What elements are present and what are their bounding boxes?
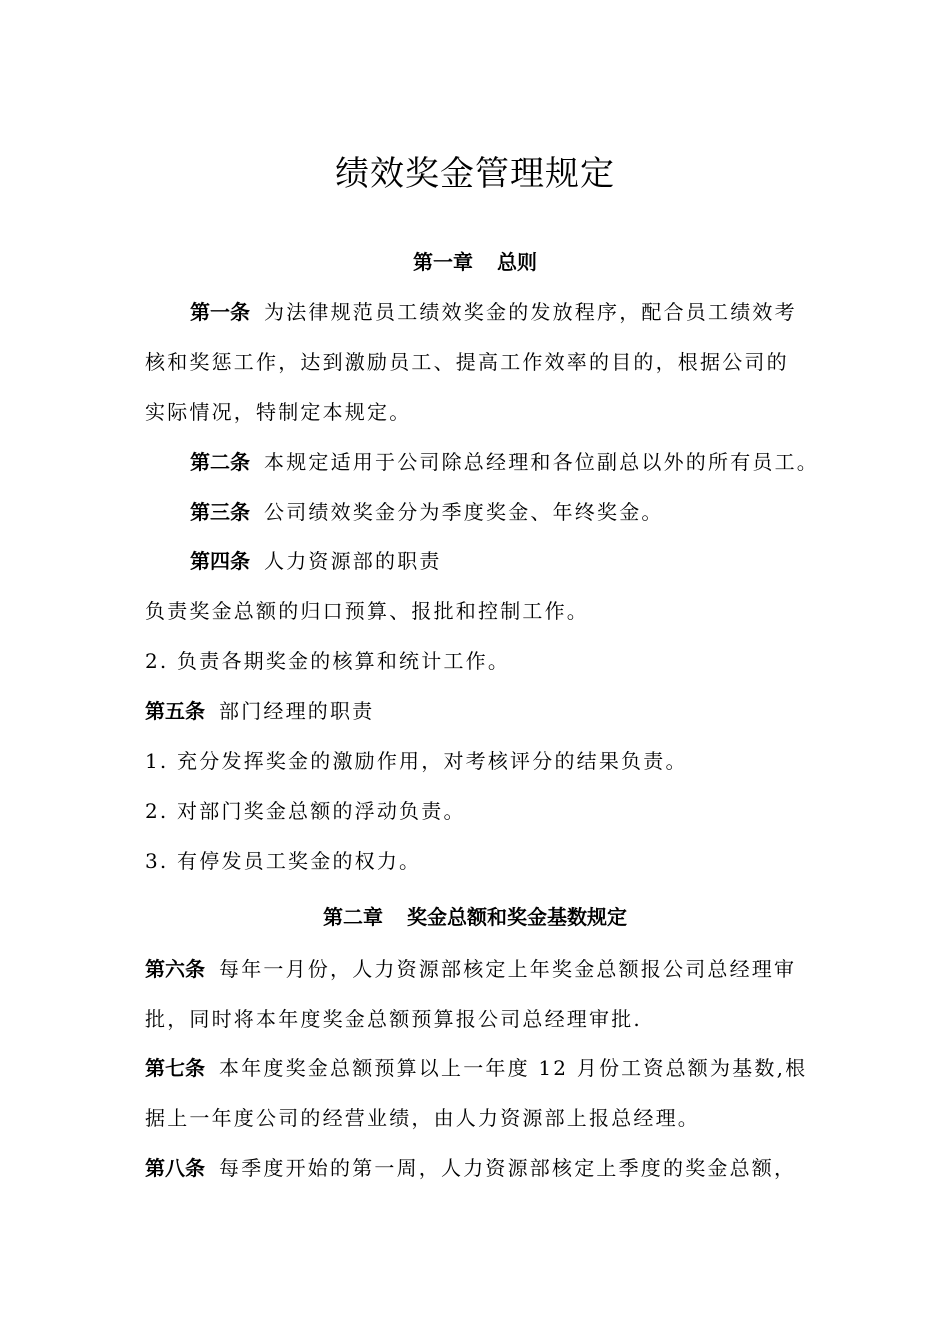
article-5-label: 第五条 <box>145 699 205 723</box>
article-5-text: 部门经理的职责 <box>219 699 375 723</box>
article-8-text-1: 每季度开始的第一周，人力资源部核定上季度的奖金总额， <box>219 1156 797 1180</box>
article-4 <box>190 546 442 576</box>
article-6-line-2: 批，同时将本年度奖金总额预算报公司总经理审批. <box>145 1007 642 1031</box>
article-7-line-2: 据上一年度公司的经营业绩，由人力资源部上报总经理。 <box>145 1106 700 1130</box>
chapter-2-label: 第二章 <box>323 905 383 929</box>
article-4-label: 第四条 <box>190 549 250 573</box>
article-5-item-1: 1. 充分发挥奖金的激励作用，对考核评分的结果负责。 <box>145 749 688 773</box>
article-3-label: 第三条 <box>190 500 250 524</box>
article-5-item-3: 3. 有停发员工奖金的权力。 <box>145 849 422 873</box>
article-1-label: 第一条 <box>190 300 250 324</box>
article-3 <box>190 497 664 527</box>
article-8-label: 第八条 <box>145 1156 205 1180</box>
chapter-2-name: 奖金总额和奖金基数规定 <box>407 905 627 929</box>
chapter-2-heading <box>0 902 950 932</box>
article-1-line-1 <box>190 297 797 327</box>
article-5-item-2: 2. 对部门奖金总额的浮动负责。 <box>145 799 466 823</box>
article-7-label: 第七条 <box>145 1056 205 1080</box>
article-2-label: 第二条 <box>190 450 250 474</box>
document-title: 绩效奖金管理规定 <box>335 154 615 194</box>
article-6-label: 第六条 <box>145 957 205 981</box>
article-3-text: 公司绩效奖金分为季度奖金、年终奖金。 <box>264 500 664 524</box>
article-4-text: 人力资源部的职责 <box>264 549 442 573</box>
article-2-text: 本规定适用于公司除总经理和各位副总以外的所有员工。 <box>264 450 819 474</box>
article-7-text-1: 本年度奖金总额预算以上一年度 12 月份工资总额为基数,根 <box>219 1056 808 1080</box>
article-5 <box>145 696 374 726</box>
article-1-line-2: 核和奖惩工作，达到激励员工、提高工作效率的目的，根据公司的 <box>145 350 789 374</box>
article-1-text-1: 为法律规范员工绩效奖金的发放程序，配合员工绩效考 <box>264 300 797 324</box>
article-7-line-1 <box>145 1053 807 1083</box>
article-8-line-1 <box>145 1153 796 1183</box>
article-4-item-2: 2. 负责各期奖金的核算和统计工作。 <box>145 649 511 673</box>
article-2 <box>190 447 819 477</box>
article-6-text-1: 每年一月份，人力资源部核定上年奖金总额报公司总经理审 <box>219 957 797 981</box>
chapter-1-label: 第一章 <box>413 250 473 274</box>
article-4-item-1: 负责奖金总额的归口预算、报批和控制工作。 <box>145 599 589 623</box>
chapter-1-name: 总则 <box>497 250 537 274</box>
chapter-1-heading <box>0 247 950 277</box>
article-6-line-1 <box>145 954 796 984</box>
article-1-line-3: 实际情况，特制定本规定。 <box>145 400 412 424</box>
